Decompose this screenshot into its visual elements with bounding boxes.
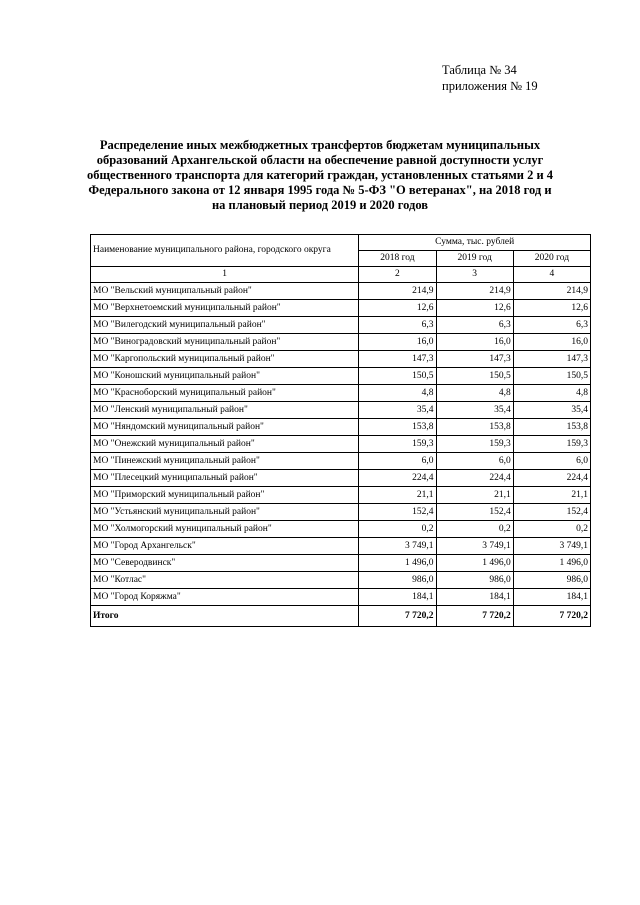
value-2018: 1 496,0 — [359, 555, 436, 572]
table-row — [91, 419, 591, 436]
table-row — [91, 487, 591, 504]
value-2019: 6,0 — [436, 453, 513, 470]
column-index-1: 1 — [91, 267, 359, 283]
value-2019: 214,9 — [436, 283, 513, 300]
value-2019: 152,4 — [436, 504, 513, 521]
column-index-4: 4 — [513, 267, 590, 283]
value-2020: 35,4 — [513, 402, 590, 419]
total-2018: 7 720,2 — [359, 606, 436, 627]
value-2020: 986,0 — [513, 572, 590, 589]
column-header-sum: Сумма, тыс. рублей — [359, 235, 591, 251]
municipality-name: МО "Красноборский муниципальный район" — [91, 385, 359, 402]
value-2019: 12,6 — [436, 300, 513, 317]
municipality-name: МО "Ленский муниципальный район" — [91, 402, 359, 419]
value-2018: 986,0 — [359, 572, 436, 589]
value-2019: 4,8 — [436, 385, 513, 402]
value-2018: 184,1 — [359, 589, 436, 606]
value-2019: 1 496,0 — [436, 555, 513, 572]
municipality-name: МО "Каргопольский муниципальный район" — [91, 351, 359, 368]
value-2018: 21,1 — [359, 487, 436, 504]
value-2019: 35,4 — [436, 402, 513, 419]
table-row — [91, 368, 591, 385]
table-number-label: Таблица № 34 — [442, 63, 517, 77]
table-row — [91, 470, 591, 487]
value-2019: 184,1 — [436, 589, 513, 606]
value-2018: 147,3 — [359, 351, 436, 368]
table-row — [91, 351, 591, 368]
value-2018: 152,4 — [359, 504, 436, 521]
table-row — [91, 572, 591, 589]
table-row — [91, 334, 591, 351]
municipality-name: МО "Плесецкий муниципальный район" — [91, 470, 359, 487]
value-2020: 159,3 — [513, 436, 590, 453]
table-row — [91, 317, 591, 334]
municipality-name: МО "Пинежский муниципальный район" — [91, 453, 359, 470]
value-2020: 0,2 — [513, 521, 590, 538]
total-row — [91, 606, 591, 627]
value-2019: 224,4 — [436, 470, 513, 487]
value-2018: 12,6 — [359, 300, 436, 317]
value-2020: 4,8 — [513, 385, 590, 402]
municipality-name: МО "Город Архангельск" — [91, 538, 359, 555]
municipality-name: МО "Северодвинск" — [91, 555, 359, 572]
table-reference — [442, 62, 538, 94]
value-2018: 16,0 — [359, 334, 436, 351]
municipality-name: МО "Холмогорский муниципальный район" — [91, 521, 359, 538]
table-row — [91, 521, 591, 538]
table-row — [91, 504, 591, 521]
municipality-name: МО "Котлас" — [91, 572, 359, 589]
municipality-name: МО "Онежский муниципальный район" — [91, 436, 359, 453]
municipality-name: МО "Верхнетоемский муниципальный район" — [91, 300, 359, 317]
column-index-3: 3 — [436, 267, 513, 283]
column-header-2020: 2020 год — [513, 251, 590, 267]
table-row — [91, 402, 591, 419]
municipality-name: МО "Приморский муниципальный район" — [91, 487, 359, 504]
appendix-label: приложения № 19 — [442, 79, 538, 93]
value-2018: 6,0 — [359, 453, 436, 470]
value-2020: 152,4 — [513, 504, 590, 521]
municipality-name: МО "Устьянский муниципальный район" — [91, 504, 359, 521]
municipality-name: МО "Коношский муниципальный район" — [91, 368, 359, 385]
value-2020: 1 496,0 — [513, 555, 590, 572]
value-2020: 12,6 — [513, 300, 590, 317]
value-2020: 150,5 — [513, 368, 590, 385]
value-2018: 224,4 — [359, 470, 436, 487]
municipality-name: МО "Город Коряжма" — [91, 589, 359, 606]
municipality-name: МО "Няндомский муниципальный район" — [91, 419, 359, 436]
value-2018: 153,8 — [359, 419, 436, 436]
value-2020: 6,0 — [513, 453, 590, 470]
value-2020: 21,1 — [513, 487, 590, 504]
value-2020: 16,0 — [513, 334, 590, 351]
column-header-name: Наименование муниципального района, городского округа — [91, 235, 359, 267]
municipality-name: МО "Вилегодский муниципальный район" — [91, 317, 359, 334]
column-header-2019: 2019 год — [436, 251, 513, 267]
value-2020: 214,9 — [513, 283, 590, 300]
value-2020: 153,8 — [513, 419, 590, 436]
total-label: Итого — [91, 606, 359, 627]
value-2018: 159,3 — [359, 436, 436, 453]
value-2019: 6,3 — [436, 317, 513, 334]
table-row — [91, 589, 591, 606]
column-header-2018: 2018 год — [359, 251, 436, 267]
value-2020: 147,3 — [513, 351, 590, 368]
value-2019: 21,1 — [436, 487, 513, 504]
table-row — [91, 436, 591, 453]
value-2019: 3 749,1 — [436, 538, 513, 555]
total-2019: 7 720,2 — [436, 606, 513, 627]
table-row — [91, 385, 591, 402]
value-2020: 224,4 — [513, 470, 590, 487]
table-row — [91, 538, 591, 555]
table-row — [91, 283, 591, 300]
municipality-name: МО "Виноградовский муниципальный район" — [91, 334, 359, 351]
document-title: Распределение иных межбюджетных трансфертов бюджетам муниципальных образований Архангельской области на обеспечение равной доступности услуг общественного транспорта для категорий граждан, установленных статьями 2 и 4 Федерального закона от 12 января 1995 года № 5-ФЗ "О ветеранах", на 2018 год и на плановый период 2019 и 2020 годов — [86, 138, 554, 212]
value-2020: 184,1 — [513, 589, 590, 606]
value-2018: 150,5 — [359, 368, 436, 385]
column-index-2: 2 — [359, 267, 436, 283]
value-2018: 3 749,1 — [359, 538, 436, 555]
value-2020: 3 749,1 — [513, 538, 590, 555]
value-2020: 6,3 — [513, 317, 590, 334]
value-2019: 159,3 — [436, 436, 513, 453]
value-2018: 35,4 — [359, 402, 436, 419]
value-2018: 214,9 — [359, 283, 436, 300]
value-2019: 153,8 — [436, 419, 513, 436]
table-row — [91, 555, 591, 572]
allocation-table — [90, 234, 591, 627]
municipality-name: МО "Вельский муниципальный район" — [91, 283, 359, 300]
value-2019: 16,0 — [436, 334, 513, 351]
total-2020: 7 720,2 — [513, 606, 590, 627]
value-2018: 6,3 — [359, 317, 436, 334]
value-2019: 147,3 — [436, 351, 513, 368]
value-2019: 986,0 — [436, 572, 513, 589]
value-2019: 0,2 — [436, 521, 513, 538]
value-2019: 150,5 — [436, 368, 513, 385]
value-2018: 4,8 — [359, 385, 436, 402]
value-2018: 0,2 — [359, 521, 436, 538]
table-row — [91, 453, 591, 470]
table-row — [91, 300, 591, 317]
